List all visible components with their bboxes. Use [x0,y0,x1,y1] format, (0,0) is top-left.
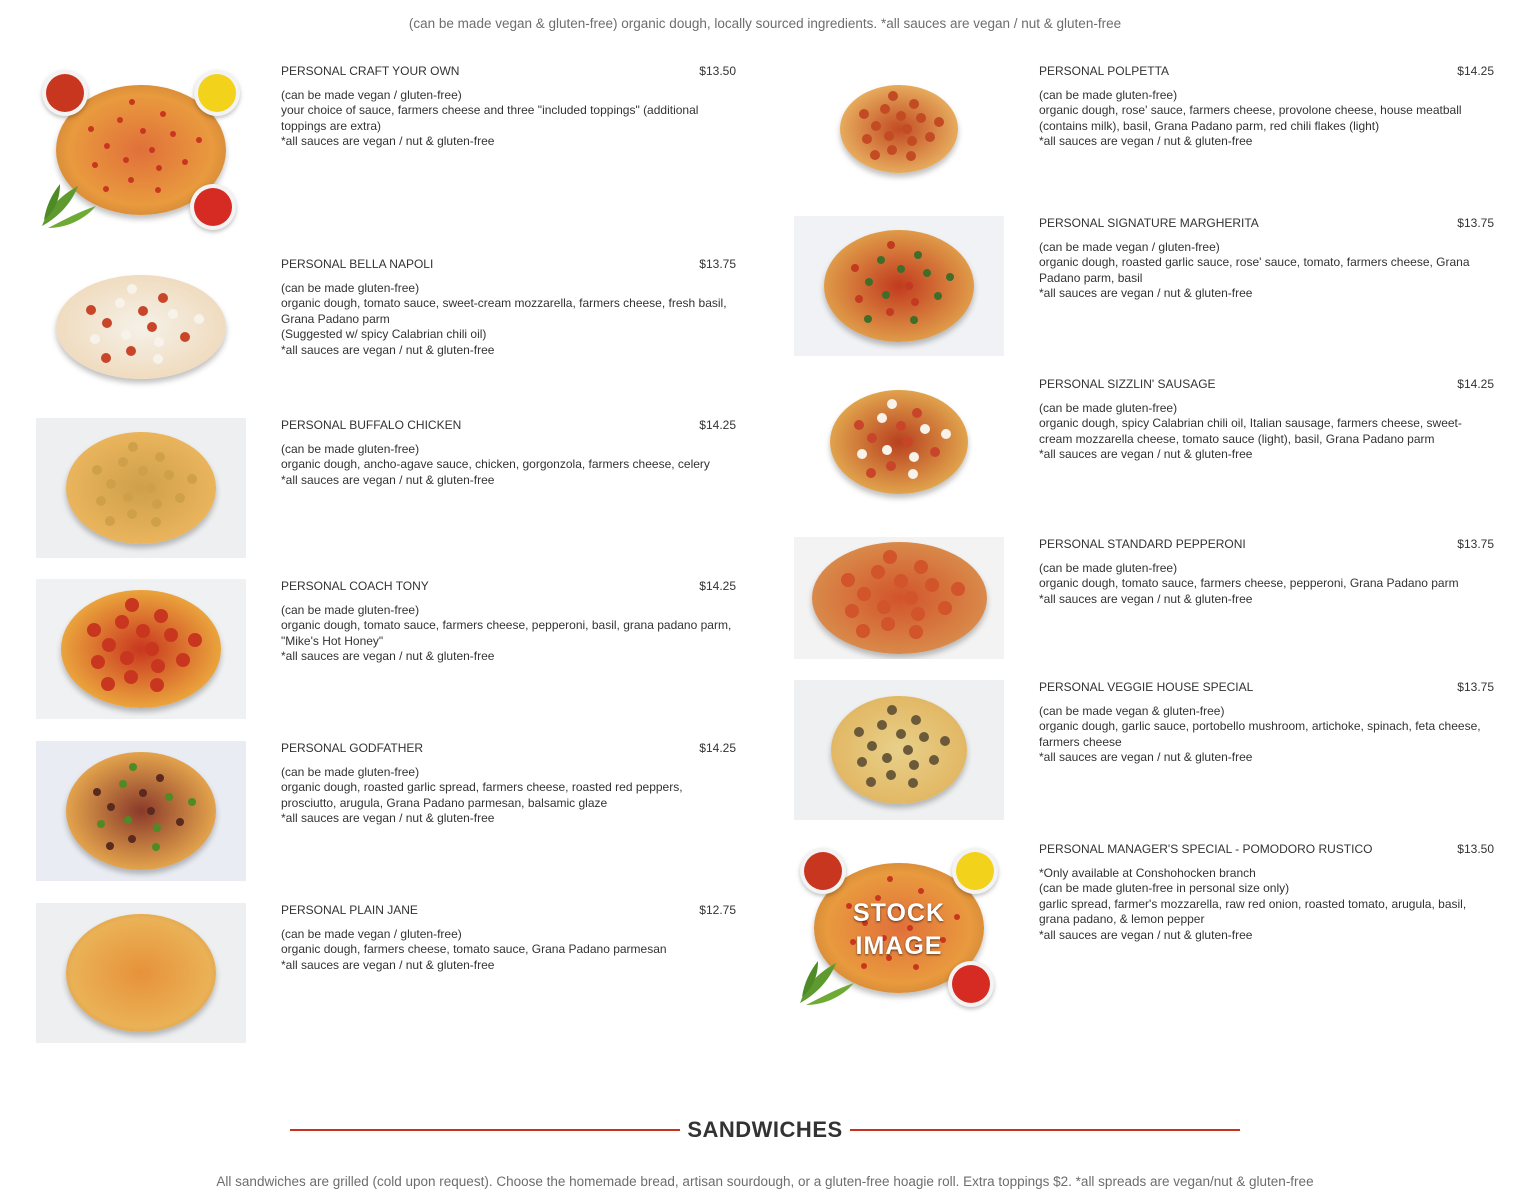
topping [938,601,952,615]
item-description-line: garlic spread, farmer's mozzarella, raw red onion, roasted tomato, arugula, basil, grana padano, & lemon pepper [1039,896,1467,926]
topping [138,306,148,316]
pizza-graphic [812,542,987,654]
item-header [1039,680,1494,696]
item-price: $14.25 [1457,64,1494,78]
topping [946,273,954,281]
topping [884,131,894,141]
item-description-line: (can be made gluten-free) [1039,87,1178,102]
item-price: $13.75 [1457,680,1494,694]
item-details [281,64,736,150]
topping [877,720,887,730]
item-description-line: *all sauces are vegan / nut & gluten-free [1039,286,1253,300]
pizza-photo[interactable] [794,842,1004,1013]
topping [887,705,897,715]
topping [909,760,919,770]
item-name[interactable]: PERSONAL POLPETTA [1039,64,1170,78]
item-description-line: *all sauces are vegan / nut & gluten-free [281,957,495,972]
topping [139,789,147,797]
pizza-photo[interactable] [36,64,246,236]
sandwiches-section-header [290,1116,1240,1144]
topping [120,651,134,665]
topping [151,659,165,673]
topping [140,128,146,134]
topping [882,753,892,763]
item-description-line: *all sauces are vegan / nut & gluten-free [281,472,495,487]
topping [149,147,155,153]
item-details [1039,842,1494,943]
topping [164,628,178,642]
item-price: $13.75 [1457,537,1494,551]
topping [187,474,197,484]
stock-image-label [794,897,1004,963]
pizza-photo[interactable] [36,418,246,558]
item-price: $14.25 [699,579,736,593]
topping [154,337,164,347]
item-description-line: (can be made gluten-free) [281,280,420,295]
topping [909,99,919,109]
item-header [1039,64,1494,80]
topping [154,609,168,623]
topping [96,496,106,506]
item-details [1039,377,1494,463]
topping [911,715,921,725]
pizza-graphic [830,390,968,494]
topping [152,499,162,509]
topping [138,466,148,476]
topping [866,777,876,787]
topping [907,136,917,146]
topping [127,284,137,294]
topping [115,615,129,629]
item-description-line: organic dough, ancho-agave sauce, chicken, gorgonzola, farmers cheese, celery [281,457,710,471]
topping [845,604,859,618]
stock-word: STOCK [852,899,946,927]
item-price: $13.50 [699,64,736,78]
topping [896,729,906,739]
topping [864,315,872,323]
item-header [281,741,736,757]
item-name[interactable]: PERSONAL COACH TONY [281,579,429,593]
item-price: $14.25 [699,418,736,432]
topping [867,433,877,443]
topping [857,449,867,459]
topping [145,642,159,656]
topping [882,291,890,299]
pizza-graphic [66,432,216,544]
topping [118,457,128,467]
topping [882,445,892,455]
item-details [281,418,736,488]
topping [115,298,125,308]
item-description-line: organic dough, tomato sauce, farmers cheese, pepperoni, Grana Padano parm [1039,576,1459,590]
topping [188,633,202,647]
item-header [1039,842,1494,858]
item-price: $13.50 [1457,842,1494,856]
topping [886,461,896,471]
item-price: $14.25 [699,741,736,755]
topping [156,774,164,782]
topping [925,578,939,592]
topping [92,465,102,475]
item-name[interactable]: PERSONAL SIGNATURE MARGHERITA [1039,216,1259,230]
topping [877,256,885,264]
topping [903,745,913,755]
tomato-ramekin [190,184,236,230]
item-name[interactable]: PERSONAL BUFFALO CHICKEN [281,418,462,432]
topping [851,264,859,272]
topping [123,492,133,502]
topping [897,265,905,273]
topping [951,582,965,596]
topping [150,678,164,692]
topping [904,591,918,605]
item-description-line: *all sauces are vegan / nut & gluten-free [1039,447,1253,461]
topping [919,732,929,742]
topping [156,165,162,171]
topping [87,623,101,637]
tomato-ramekin [948,961,994,1007]
item-description-line: organic dough, rose' sauce, farmers cheese, provolone cheese, house meatball (contains milk), basil, Grana Padano parm, red chili flakes (light) [1039,103,1462,133]
item-details [1039,216,1494,302]
topping [854,420,864,430]
item-description-line: *all sauces are vegan / nut & gluten-free [281,342,495,357]
topping [914,560,928,574]
topping [880,104,890,114]
topping [857,587,871,601]
topping [146,483,156,493]
pizza-photo[interactable] [36,741,246,881]
topping [841,573,855,587]
item-name[interactable]: PERSONAL SIZZLIN' SAUSAGE [1039,377,1216,391]
topping [170,131,176,137]
topping [175,493,185,503]
topping [865,278,873,286]
topping [176,653,190,667]
pepperoni-ramekin [800,848,846,894]
item-description-line: *all sauces are vegan / nut & gluten-free [1039,750,1253,764]
topping [164,470,174,480]
pepper-ramekin [194,70,240,116]
topping [194,314,204,324]
topping [867,741,877,751]
topping [896,111,906,121]
topping [126,346,136,356]
topping [909,452,919,462]
item-description-line: organic dough, spicy Calabrian chili oil, Italian sausage, farmers cheese, sweet-cream mozzarella cheese, tomato sauce (light), basil, Grana Padano parm [1039,416,1462,446]
topping [125,598,139,612]
topping [127,509,137,519]
topping [913,964,919,970]
item-details [281,579,736,665]
item-price: $14.25 [1457,377,1494,391]
topping [168,309,178,319]
topping [153,824,161,832]
pizza-graphic [66,752,216,870]
section-rule-right [850,1129,1240,1131]
topping [910,316,918,324]
topping [88,126,94,132]
topping [106,479,116,489]
topping [916,113,926,123]
item-header [281,418,736,434]
item-details [1039,680,1494,766]
topping [894,574,908,588]
item-name[interactable]: PERSONAL VEGGIE HOUSE SPECIAL [1039,680,1254,694]
topping [152,843,160,851]
topping [147,807,155,815]
item-details [281,257,736,358]
topping [866,468,876,478]
pepper-ramekin [952,848,998,894]
item-description-line: organic dough, farmers cheese, tomato sauce, Grana Padano parmesan [281,942,667,956]
item-description-line: (can be made vegan / gluten-free) [281,87,462,102]
topping [128,177,134,183]
arugula-garnish [38,176,102,236]
pizza-photo[interactable] [36,903,246,1043]
topping [117,117,123,123]
topping [129,99,135,105]
topping [97,820,105,828]
image-word: IMAGE [855,932,943,960]
topping [896,421,906,431]
item-description-line: (Suggested w/ spicy Calabrian chili oil) [281,327,487,341]
topping [912,408,922,418]
item-description-line: organic dough, roasted garlic sauce, rose' sauce, tomato, farmers cheese, Grana Padano parm, basil [1039,255,1470,285]
topping [103,186,109,192]
topping [887,241,895,249]
topping [929,755,939,765]
topping [883,550,897,564]
topping [101,353,111,363]
item-description-line: *all sauces are vegan / nut & gluten-free [281,811,495,825]
item-name[interactable]: PERSONAL STANDARD PEPPERONI [1039,537,1246,551]
section-title: SANDWICHES [687,1117,843,1142]
item-description-line: (can be made gluten-free) [1039,400,1178,415]
pizza-photo[interactable] [794,216,1004,356]
topping [887,145,897,155]
pizza-graphic [66,914,216,1032]
topping [128,835,136,843]
topping [914,251,922,259]
topping [905,282,913,290]
item-name[interactable]: PERSONAL GODFATHER [281,741,424,755]
topping [871,121,881,131]
pizza-photo[interactable] [794,377,1004,507]
item-description-line: organic dough, tomato sauce, farmers cheese, pepperoni, basil, grana padano parm, "Mike's Hot Honey" [281,618,732,648]
topping [155,452,165,462]
topping [101,677,115,691]
topping [93,788,101,796]
topping [123,157,129,163]
item-header [281,64,736,80]
topping [106,842,114,850]
item-description-line: *all sauces are vegan / nut & gluten-free [1039,927,1253,942]
item-header [1039,537,1494,553]
item-description-line: your choice of sauce, farmers cheese and three "included toppings" (additional toppings are extra) [281,103,699,133]
topping [151,517,161,527]
topping [861,963,867,969]
item-price: $12.75 [699,903,736,917]
item-description-line: organic dough, garlic sauce, portobello mushroom, artichoke, spinach, feta cheese, farmers cheese [1039,719,1481,749]
topping [877,413,887,423]
topping [920,424,930,434]
topping [158,293,168,303]
topping [102,318,112,328]
item-details [281,903,736,973]
pizza-photo[interactable] [794,537,1004,659]
topping [102,638,116,652]
topping [180,332,190,342]
topping [854,727,864,737]
item-description-line: (can be made vegan / gluten-free) [281,926,462,941]
topping [196,137,202,143]
topping [856,624,870,638]
pizza-graphic [840,85,958,173]
topping [870,150,880,160]
topping [176,818,184,826]
item-header [1039,216,1494,232]
topping [92,162,98,168]
item-name[interactable]: PERSONAL BELLA NAPOLI [281,257,434,271]
topping [188,798,196,806]
topping [136,624,150,638]
topping [887,399,897,409]
topping [124,670,138,684]
item-header [281,579,736,595]
topping [153,354,163,364]
item-name[interactable]: PERSONAL CRAFT YOUR OWN [281,64,460,78]
item-description-line: organic dough, roasted garlic spread, farmers cheese, roasted red peppers, prosciutto, arugula, Grana Padano parmesan, balsamic glaze [281,780,683,810]
item-description-line: (can be made gluten-free) [281,602,420,617]
pizza-photo[interactable] [794,680,1004,820]
topping [165,793,173,801]
topping [160,111,166,117]
topping [886,770,896,780]
topping [128,442,138,452]
topping [104,143,110,149]
topping [886,308,894,316]
topping [91,655,105,669]
pepperoni-ramekin [42,70,88,116]
topping [871,565,885,579]
topping [129,763,137,771]
topping [908,778,918,788]
topping [903,437,913,447]
topping [906,151,916,161]
item-description-line: (can be made gluten-free in personal size only) [1039,881,1290,895]
topping [107,803,115,811]
pizza-graphic [56,275,226,379]
pizza-graphic [61,590,221,708]
item-name[interactable]: PERSONAL PLAIN JANE [281,903,418,917]
topping [862,134,872,144]
topping [923,269,931,277]
section-rule-left [290,1129,680,1131]
topping [881,617,895,631]
topping [119,780,127,788]
item-price: $13.75 [699,257,736,271]
item-price: $13.75 [1457,216,1494,230]
topping [859,109,869,119]
topping [124,816,132,824]
topping [908,469,918,479]
pizza-photo[interactable] [36,579,246,719]
item-description-line: *all sauces are vegan / nut & gluten-free [281,134,495,148]
item-details [1039,537,1494,607]
item-details [1039,64,1494,150]
item-description-line: (can be made gluten-free) [281,441,420,456]
topping [90,334,100,344]
topping [934,117,944,127]
topping [182,159,188,165]
item-name[interactable]: PERSONAL MANAGER'S SPECIAL - POMODORO RUSTICO [1039,842,1373,856]
pizza-photo[interactable] [36,257,246,397]
item-details [281,741,736,827]
topping [934,292,942,300]
item-header [281,903,736,919]
topping [888,91,898,101]
topping [857,757,867,767]
topping [121,330,131,340]
topping [877,600,891,614]
item-description-line: *Only available at Conshohocken branch [1039,865,1256,880]
topping [918,888,924,894]
pizza-photo[interactable] [794,64,1004,194]
topping [909,625,923,639]
topping [887,876,893,882]
topping [155,187,161,193]
topping [147,322,157,332]
topping [940,736,950,746]
item-description-line: *all sauces are vegan / nut & gluten-free [1039,591,1253,606]
item-description-line: organic dough, tomato sauce, sweet-cream mozzarella, farmers cheese, fresh basil, Grana Padano parm [281,296,727,326]
pizza-graphic [831,696,967,804]
item-description-line: (can be made gluten-free) [281,764,420,779]
item-description-line: *all sauces are vegan / nut & gluten-free [1039,134,1253,148]
topping [855,295,863,303]
menu-header-note: (can be made vegan & gluten-free) organic dough, locally sourced ingredients. *all sauces are vegan / nut & gluten-free [408,16,1122,31]
topping [86,305,96,315]
topping [911,298,919,306]
item-description-line: *all sauces are vegan / nut & gluten-free [281,649,495,663]
topping [911,607,925,621]
item-description-line: (can be made vegan / gluten-free) [1039,239,1220,254]
item-header [1039,377,1494,393]
topping [105,516,115,526]
topping [925,132,935,142]
item-description-line: (can be made vegan & gluten-free) [1039,703,1225,718]
topping [930,447,940,457]
item-header [281,257,736,273]
pizza-graphic [824,230,974,342]
topping [902,124,912,134]
sandwiches-note: All sandwiches are grilled (cold upon request). Choose the homemade bread, artisan sourdough, or a gluten-free hoagie roll. Extra toppings $2. *all spreads are vegan/nut & gluten-free [216,1174,1314,1189]
item-description-line: (can be made gluten-free) [1039,560,1178,575]
topping [941,429,951,439]
